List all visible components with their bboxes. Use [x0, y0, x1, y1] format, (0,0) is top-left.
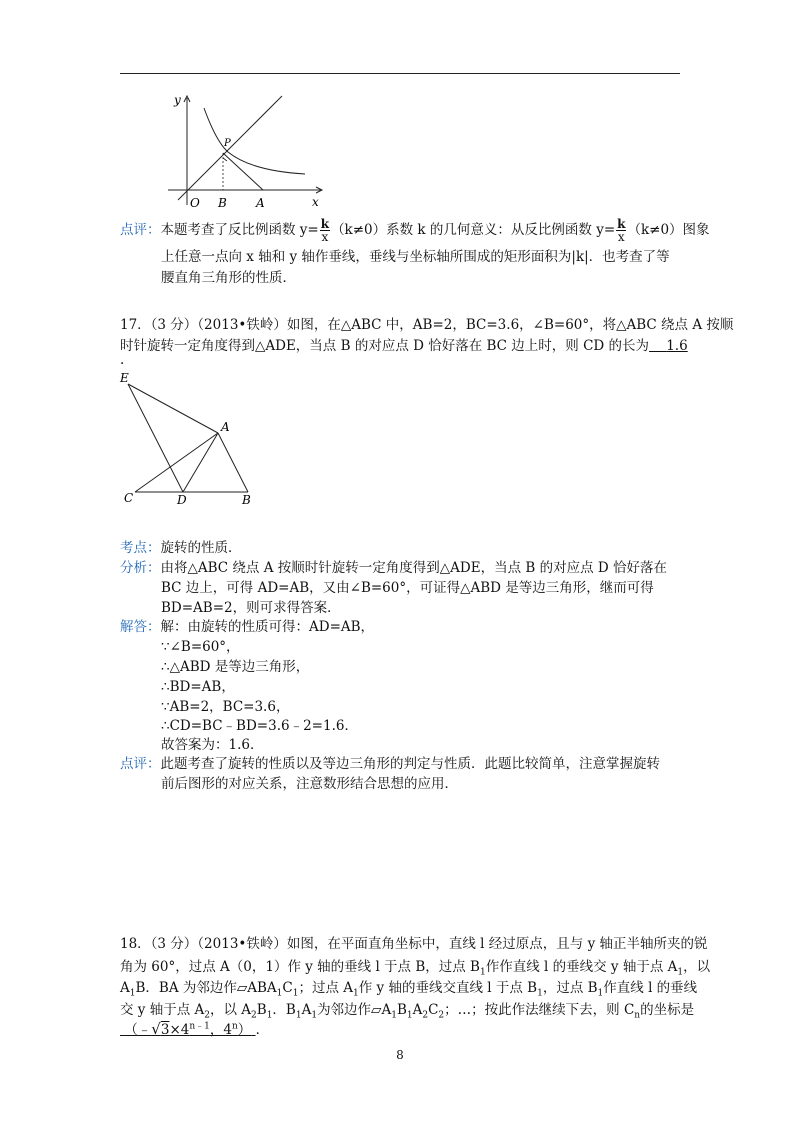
label-o: O [190, 196, 200, 210]
inverse-function-figure [160, 90, 340, 215]
q17-jieda-2: ∵∠B=60°， [161, 639, 240, 655]
label-d: D [177, 493, 187, 507]
label-e: E [120, 371, 129, 385]
q17-fenxi-3: BD=AB=2，则可求得答案． [161, 600, 341, 616]
q17-fenxi-1: 分析：由将△ABC 绕点 A 按顺时针旋转一定角度得到△ADE，当点 B 的对应点 D 恰好落在 [120, 560, 667, 576]
label-b: B [218, 196, 227, 210]
q17-jieda-3: ∴△ABD 是等边三角形， [161, 659, 310, 675]
q18-line1: 18．（3 分）（2013•铁岭）如图，在平面直角坐标中，直线 l 经过原点，且与 y 轴正半轴所夹的锐 [120, 936, 708, 952]
q18-line2: 角为 60°，过点 A（0，1）作 y 轴的垂线 l 于点 B，过点 $B_1$作作直线 l 的垂线交 y 轴于点 $A_1$，以 [120, 959, 711, 978]
q17-fenxi-2: BC 边上，可得 AD=AB，又由∠B=60°，可证得△ABD 是等边三角形，继而可得 [161, 580, 654, 596]
label-c: C [124, 491, 134, 505]
q18-line4: 交 y 轴于点 $A_2$，以 $A_2B_1$．$B_1A_1$为邻边作$▱A_1B_1A_2C_2$；…；按此作法继续下去，则 $C_n$的坐标是 [120, 1002, 695, 1021]
header-rule [120, 73, 680, 74]
rotation-figure [115, 370, 275, 510]
comment16-tag: 点评： [120, 222, 161, 238]
q17-jieda-5: ∵AB=2，BC=3.6， [161, 699, 290, 715]
q17-jieda-6: ∴CD=BC﹣BD=3.6﹣2=1.6． [161, 718, 358, 734]
label-b2: B [242, 493, 251, 507]
q17-jieda-7: 故答案为：1.6． [161, 737, 264, 753]
label-x: x [312, 195, 319, 209]
comment16-line1: 点评：本题考查了反比例函数 y= $\frac{k}{x}$ （k≠0）系数 k 的几何意义：从反比例函数 y= $\frac{k}{x}$ （k≠0）图象 [120, 217, 710, 244]
label-a2: A [221, 420, 230, 434]
comment16-line3: 腰直角三角形的性质． [161, 270, 296, 286]
label-a: A [256, 196, 265, 210]
q17-jieda-1: 解答：解：由旋转的性质可得：AD=AB， [120, 619, 375, 635]
q17-line1: 17．（3 分）（2013•铁岭）如图，在△ABC 中，AB=2，BC=3.6，∠B=60°，将△ABC 绕点 A 按顺 [120, 317, 734, 333]
label-y: y [174, 93, 181, 107]
q17-line3: . [120, 352, 125, 368]
label-p: P [224, 138, 231, 149]
fraction-k-over-x-2: $\frac{k}{x}$ [617, 217, 626, 244]
comment16-line2: 上任意一点向 x 轴和 y 轴作垂线，垂线与坐标轴所围成的矩形面积为|k|．也考查了等 [161, 249, 670, 265]
q18-answer: （$﹣√3\times 4^{n﹣1}$，4$^n$） ． [120, 1018, 269, 1038]
q17-answer: 1.6 [666, 338, 688, 354]
q18-answer-value: （$﹣√3\times 4^{n﹣1}$，4$^n$） [124, 1020, 252, 1038]
q17-kaodian: 考点：旋转的性质． [120, 540, 242, 556]
q17-line2: 时针旋转一定角度得到△ADE，当点 B 的对应点 D 恰好落在 BC 边上时，则 CD 的长为 1.6 [120, 338, 688, 354]
q17-dianping-2: 前后图形的对应关系，注意数形结合思想的应用． [161, 776, 458, 792]
page-number: 8 [396, 1048, 404, 1062]
q17-jieda-4: ∴BD=AB， [161, 679, 235, 695]
fraction-k-over-x: $\frac{k}{x}$ [320, 217, 330, 244]
q18-line3: $A_1B$．BA 为邻边作$▱ABA_1C_1$；过点 $A_1$作 y 轴的垂线交直线 l 于点 $B_1$，过点 $B_1$作直线 l 的垂线 [120, 980, 698, 999]
q17-dianping-1: 点评：此题考查了旋转的性质以及等边三角形的判定与性质．此题比较简单，注意掌握旋转 [120, 756, 660, 772]
